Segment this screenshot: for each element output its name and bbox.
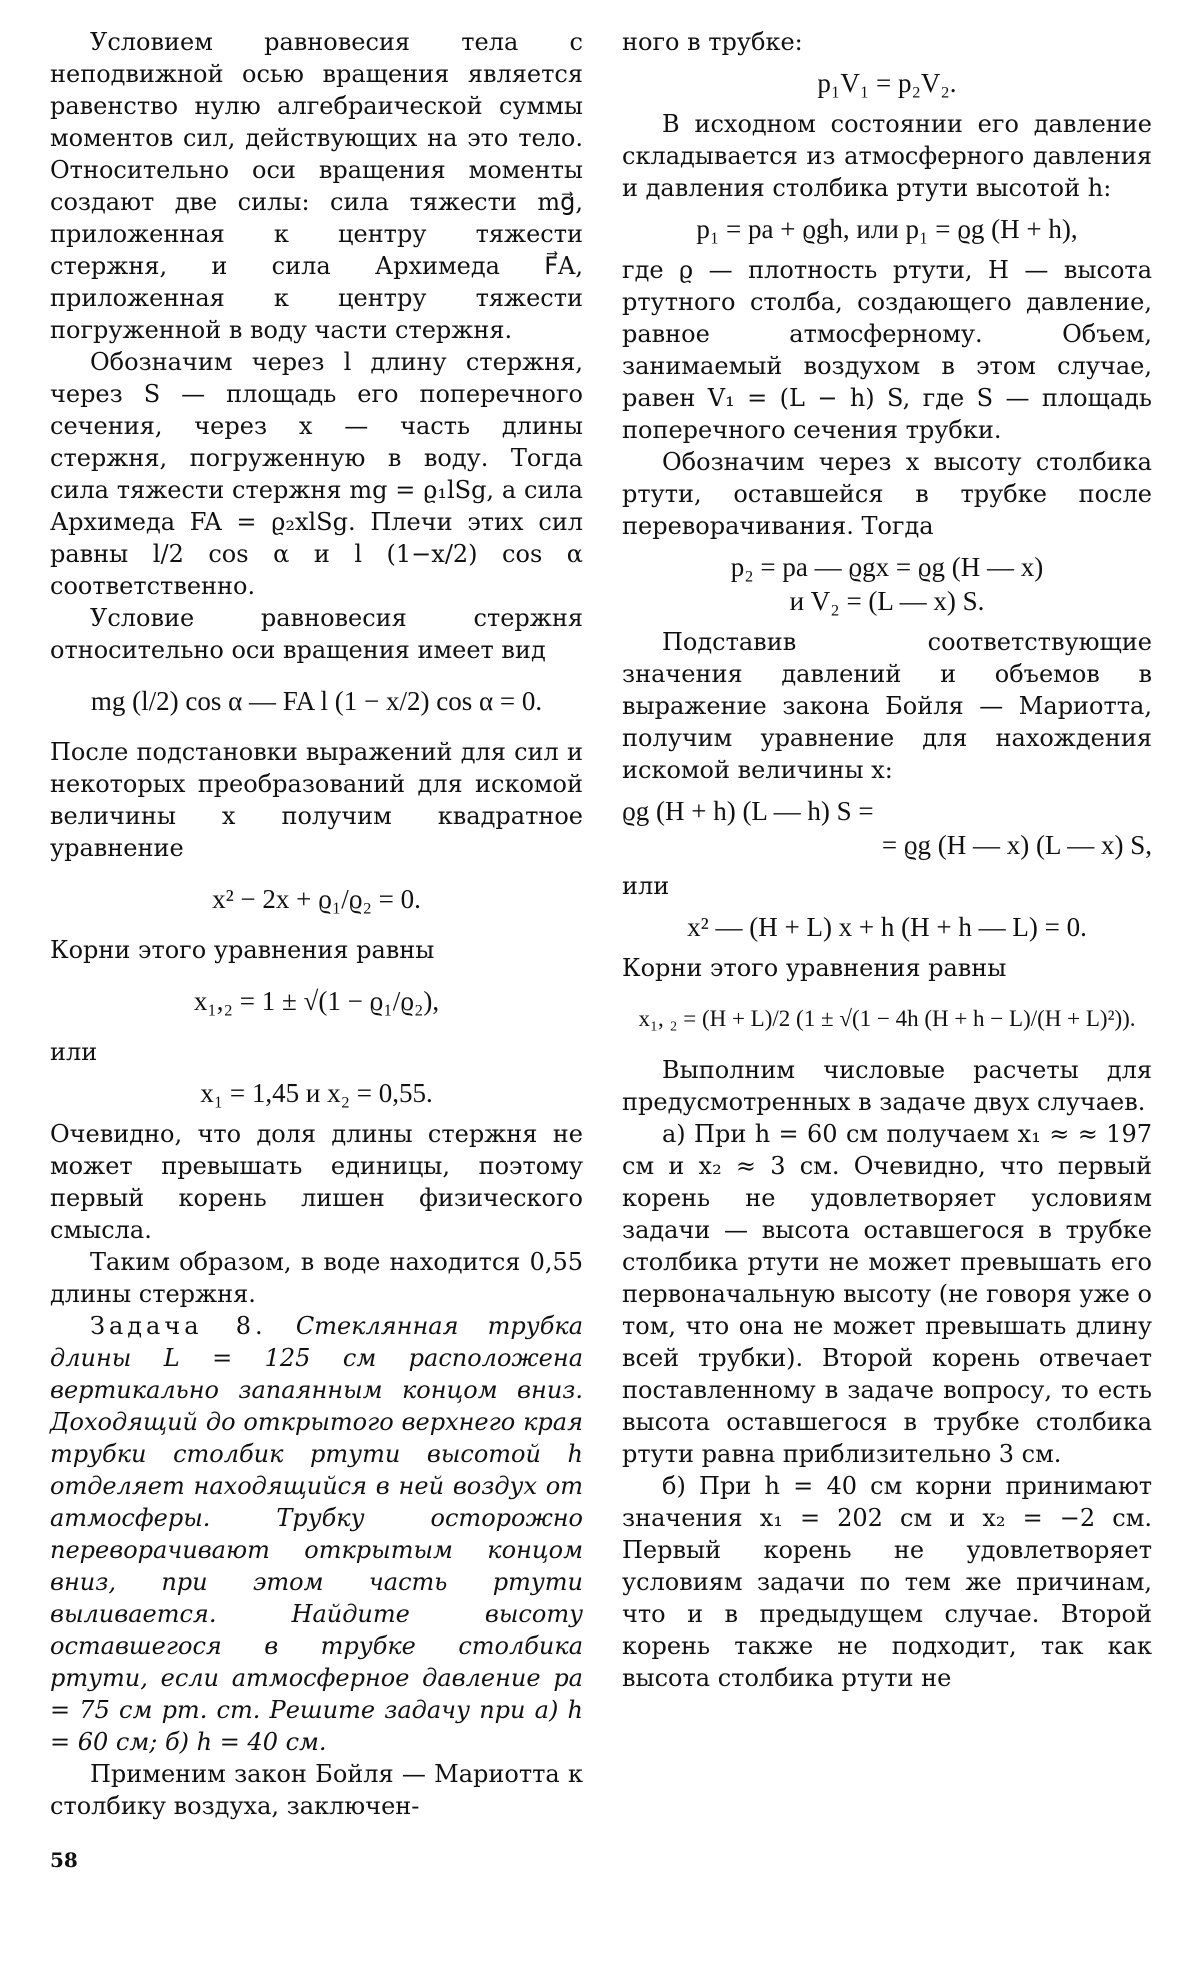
task-text: Стеклянная трубка длины L = 125 см расположена вертикально запаянным концом вниз. Доходящий до открытого верхнего края трубки столбик ртути высотой h отделяет находящийся в ней воздух от атмосферы. Трубку осторожно переворачивают открытым концом вниз, при этом часть ртути выливается. Найдите высоту оставшегося в трубке столбика ртути, если атмосферное давление pа = 75 см рт. ст. Решите задачу при а) h = 60 см; б) h = 40 см. bbox=[50, 1312, 583, 1756]
paragraph: Обозначим через l длину стержня, через S — площадь его поперечного сечения, через x — часть длины стержня, погруженную в воду. Тогда сила тяжести стержня mg = ϱ₁lSg, а сила Архимеда FA = ϱ₂xlSg. Плечи этих сил равны l/2 cos α и l (1−x/2) cos α соответственно. bbox=[50, 348, 583, 600]
formula-roots-2: x₁, ₂ = (H + L)/2 (1 ± √(1 − 4h (H + h − L)/(H + L)²)). bbox=[638, 1006, 1136, 1031]
paragraph: где ϱ — плотность ртути, H — высота ртутного столба, создающего давление, равное атмосферному. Объем, занимаемый воздухом в этом случае, равен V₁ = (L − h) S, где S — площадь поперечного сечения трубки. bbox=[622, 256, 1152, 444]
formula-quadratic: x² − 2x + ϱ₁/ϱ₂ = 0. bbox=[212, 884, 421, 914]
paragraph: а) При h = 60 см получаем x₁ ≈ ≈ 197 см и x₂ ≈ 3 см. Очевидно, что первый корень не удовлетворяет условиям задачи — высота оставшегося в трубке столбика ртути не может превышать его первоначальную высоту (не говоря уже о том, что она не может превышать длину всей трубки). Второй корень отвечает поставленному в задаче вопросу, то есть высота оставшегося в трубке столбика ртути равна приблизительно 3 см. bbox=[622, 1120, 1152, 1468]
formula-roots: x₁,₂ = 1 ± √(1 − ϱ₁/ϱ₂), bbox=[193, 986, 440, 1016]
paragraph: Очевидно, что доля длины стержня не может превышать единицы, поэтому первый корень лишен физического смысла. bbox=[50, 1120, 583, 1244]
formula-root-values: x₁ = 1,45 и x₂ = 0,55. bbox=[200, 1078, 433, 1108]
paragraph: Таким образом, в воде находится 0,55 длины стержня. bbox=[50, 1248, 583, 1308]
right-column bbox=[622, 26, 1152, 1694]
formula-equilibrium: mg (l/2) cos α — FA l (1 − x/2) cos α = 0. bbox=[90, 686, 543, 716]
paragraph: Корни этого уравнения равны bbox=[622, 954, 1007, 982]
formula-substitution-1: ϱg (H + h) (L — h) S = bbox=[622, 796, 874, 826]
paragraph: или bbox=[50, 1038, 98, 1066]
paragraph: б) При h = 40 см корни принимают значения x₁ = 202 см и x₂ = −2 см. Первый корень не удовлетворяет условиям задачи по тем же причинам, что и в предыдущем случае. Второй корень также не подходит, так как высота столбика ртути не bbox=[622, 1472, 1152, 1692]
paragraph: ного в трубке: bbox=[622, 28, 803, 56]
task-statement bbox=[50, 1310, 583, 1758]
paragraph: или bbox=[622, 872, 670, 900]
paragraph: После подстановки выражений для сил и некоторых преобразований для искомой величины x получим квадратное уравнение bbox=[50, 738, 583, 862]
paragraph: Подставив соответствующие значения давлений и объемов в выражение закона Бойля — Мариотта, получим уравнение для нахождения искомой величины x: bbox=[622, 628, 1152, 784]
formula-substitution-2: = ϱg (H — x) (L — x) S, bbox=[881, 830, 1152, 860]
paragraph: Корни этого уравнения равны bbox=[50, 936, 435, 964]
formula-boyle: p₁V₁ = p₂V₂. bbox=[817, 68, 957, 98]
formula-p2: p₂ = pа — ϱgx = ϱg (H — x) bbox=[730, 552, 1044, 582]
paragraph: Выполним числовые расчеты для предусмотренных в задаче двух случаев. bbox=[622, 1056, 1152, 1116]
formula-v2: и V₂ = (L — x) S. bbox=[789, 586, 985, 616]
paragraph: В исходном состоянии его давление складывается из атмосферного давления и давления столбика ртути высотой h: bbox=[622, 110, 1152, 202]
formula-quadratic-2: x² — (H + L) x + h (H + h — L) = 0. bbox=[687, 912, 1087, 942]
paragraph: Условием равновесия тела с неподвижной осью вращения является равенство нулю алгебраической суммы моментов сил, действующих на это тело. Относительно оси вращения моменты создают две силы: сила тяжести mg⃗, приложенная к центру тяжести стержня, и сила Архимеда F⃗A, приложенная к центру тяжести погруженной в воду части стержня. bbox=[50, 28, 583, 344]
task-label: Задача 8. bbox=[90, 1312, 267, 1340]
paragraph: Обозначим через x высоту столбика ртути, оставшейся в трубке после переворачивания. Тогда bbox=[622, 448, 1152, 540]
page-number: 58 bbox=[50, 1848, 78, 1872]
paragraph: Условие равновесия стержня относительно оси вращения имеет вид bbox=[50, 604, 583, 664]
formula-p1: p₁ = pа + ϱgh, или p₁ = ϱg (H + h), bbox=[696, 214, 1078, 244]
left-column bbox=[50, 26, 583, 1822]
paragraph: Применим закон Бойля — Мариотта к столбику воздуха, заключен- bbox=[50, 1760, 583, 1820]
